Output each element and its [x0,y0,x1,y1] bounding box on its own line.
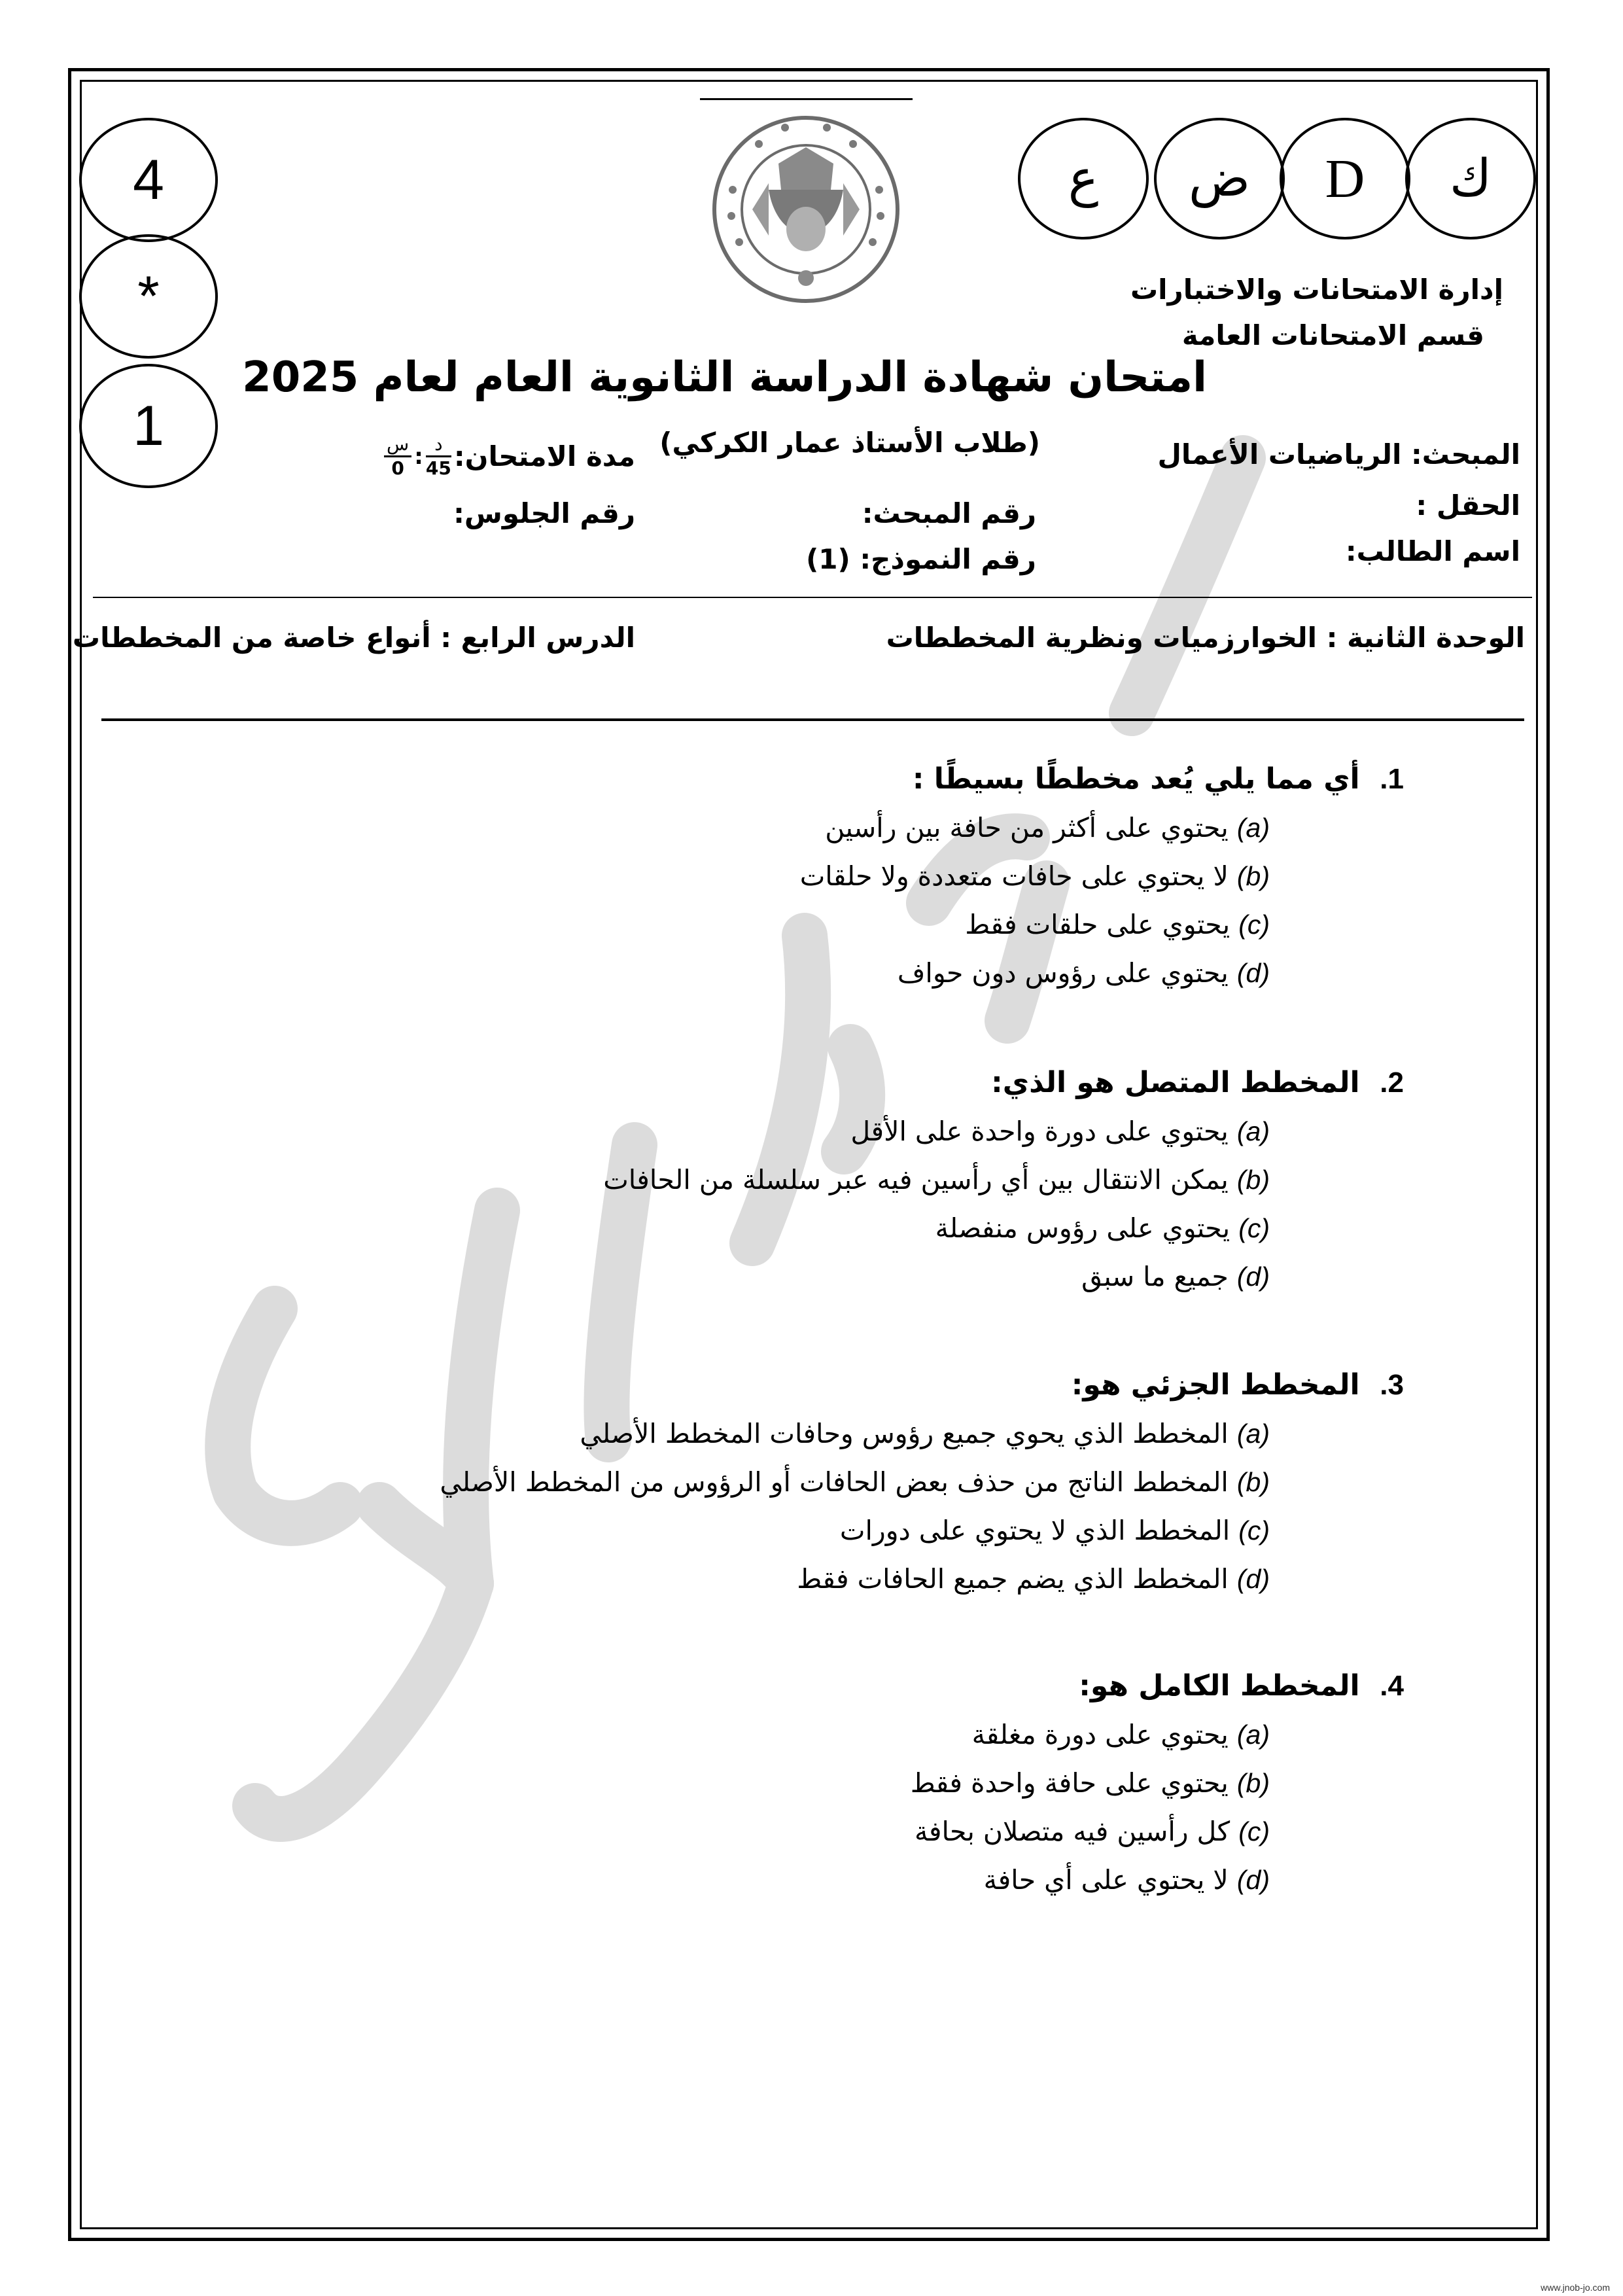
option-letter: (a) [1236,1419,1270,1449]
option-letter: (c) [1238,1213,1270,1243]
option-text: يحتوي على رؤوس منفصلة [935,1212,1230,1244]
exam-duration [381,433,635,480]
option-letter: (d) [1236,1865,1270,1895]
seat-number-label: رقم الجلوس: [453,497,635,529]
option-letter: (a) [1236,813,1270,843]
option-c [603,1204,1404,1252]
option-text: يحتوي على دورة واحدة على الأقل [850,1116,1229,1147]
duration-separator: : [414,443,423,470]
student-name-label: اسم الطالب: [1345,535,1520,567]
option-letter: (c) [1238,1515,1270,1545]
margin-circle-bottom: 1 [79,364,218,488]
question-1 [800,755,1404,997]
header-divider [93,597,1532,598]
option-letter: (b) [1236,861,1270,891]
option-letter: (a) [1236,1116,1270,1146]
option-b [800,852,1404,900]
ministry-emblem-icon [707,111,906,308]
question-2 [603,1059,1404,1301]
option-b [440,1458,1404,1506]
option-text: يحتوي على حلقات فقط [965,909,1230,940]
option-a [440,1409,1404,1458]
question-number: 4. [1380,1670,1404,1702]
option-b [911,1759,1404,1807]
question-number: 1. [1380,763,1404,795]
question-text: المخطط الكامل هو: [1079,1669,1360,1703]
subject-label: المبحث: الرياضيات الأعمال [1157,438,1520,470]
option-d [440,1555,1404,1603]
question-stem [440,1361,1404,1409]
question-text: أي مما يلي يُعد مخططًا بسيطًا : [912,762,1360,796]
unit-title: الوحدة الثانية : الخوارزميات ونظرية المخططات [886,622,1525,654]
field-label: الحقل : [1416,489,1520,521]
code-circle-4: ع [1018,118,1149,239]
option-text: يمكن الانتقال بين أي رأسين فيه عبر سلسلة من الحافات [603,1164,1229,1195]
option-text: لا يحتوي على أي حافة [983,1864,1229,1896]
option-letter: (a) [1236,1720,1270,1750]
margin-circle-top: 4 [79,118,218,242]
question-text: المخطط المتصل هو الذي: [991,1066,1360,1099]
option-text: جميع ما سبق [1081,1261,1229,1292]
option-c [911,1807,1404,1856]
option-letter: (c) [1238,1816,1270,1846]
option-text: يحتوي على دورة مغلقة [971,1719,1229,1750]
option-text: يحتوي على رؤوس دون حواف [897,957,1229,989]
code-circle-3: ض [1154,118,1285,239]
option-text: كل رأسين فيه متصلان بحافة [914,1816,1230,1847]
option-d [800,949,1404,997]
option-letter: (d) [1236,1262,1270,1292]
option-a [800,804,1404,852]
option-letter: (b) [1236,1768,1270,1798]
option-c [800,900,1404,949]
model-number-label: رقم النموذج: (1) [806,543,1036,575]
option-text: المخطط الذي يضم جميع الحافات فقط [797,1563,1229,1595]
question-text: المخطط الجزئي هو: [1071,1368,1360,1402]
logo-top-rule [700,98,913,100]
department-label: إدارة الامتحانات والاختبارات [1130,274,1503,306]
question-3 [440,1361,1404,1603]
section-label: قسم الامتحانات العامة [1181,319,1484,351]
option-text: المخطط الذي يحوي جميع رؤوس وحافات المخطط الأصلي [580,1418,1229,1449]
option-letter: (c) [1238,910,1270,940]
duration-label: مدة الامتحان: [453,440,635,472]
duration-hours [384,433,411,480]
minutes-unit: د [426,433,451,457]
option-text: يحتوي على حافة واحدة فقط [910,1767,1229,1799]
option-text: المخطط الذي لا يحتوي على دورات [839,1515,1230,1546]
option-letter: (d) [1236,958,1270,988]
question-number: 2. [1380,1067,1404,1099]
section-divider [101,718,1524,721]
subject-number-label: رقم المبحث: [862,497,1036,529]
option-d [603,1252,1404,1301]
option-a [603,1107,1404,1156]
option-letter: (b) [1236,1165,1270,1195]
option-text: لا يحتوي على حافات متعددة ولا حلقات [799,860,1229,892]
option-text: يحتوي على أكثر من حافة بين رأسين [825,812,1229,843]
code-circle-2: D [1280,118,1410,239]
question-stem [911,1662,1404,1710]
option-letter: (d) [1236,1564,1270,1594]
hours-unit: س [384,433,411,457]
margin-circle-middle: * [79,234,218,359]
lesson-title: الدرس الرابع : أنواع خاصة من المخططات [72,622,635,654]
hours-value: 0 [391,457,404,479]
option-text: المخطط الناتج من حذف بعض الحافات أو الرؤوس من المخطط الأصلي [440,1466,1229,1498]
question-stem [800,755,1404,804]
option-letter: (b) [1236,1467,1270,1497]
option-d [911,1856,1404,1904]
footer-site-link[interactable]: www.jnob-jo.com [1541,2282,1610,2293]
teacher-note: (طلاب الأستاذ عمار الكركي) [659,427,1040,459]
exam-title: امتحان شهادة الدراسة الثانوية العام لعام 2025 [242,353,1207,402]
minutes-value: 45 [425,457,451,479]
question-number: 3. [1380,1369,1404,1401]
question-stem [603,1059,1404,1107]
question-4 [911,1662,1404,1904]
option-a [911,1710,1404,1759]
option-c [440,1506,1404,1555]
code-circle-1: ك [1405,118,1536,239]
duration-minutes [426,433,451,480]
option-b [603,1156,1404,1204]
